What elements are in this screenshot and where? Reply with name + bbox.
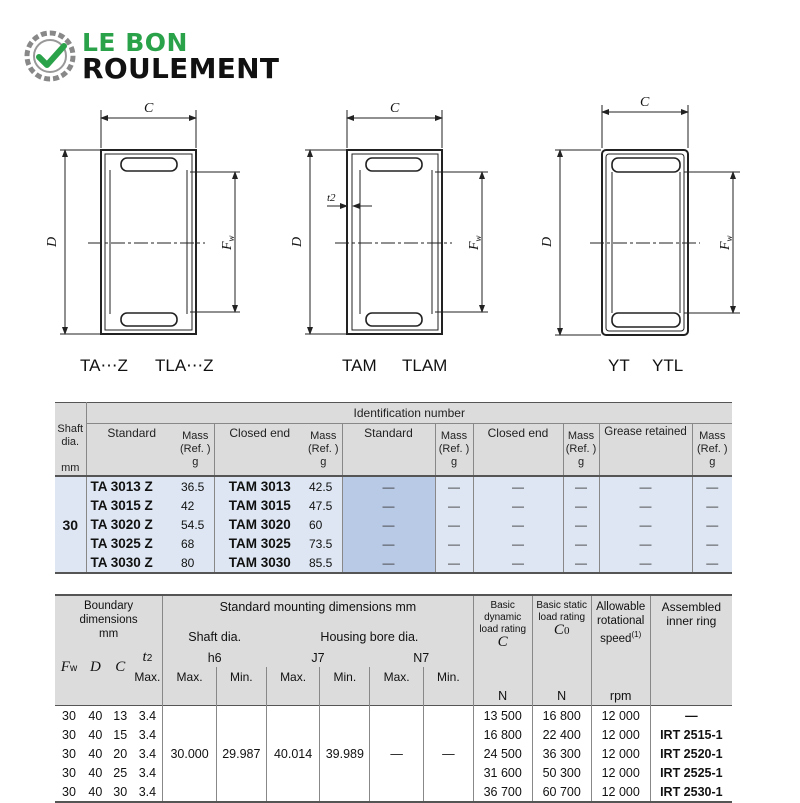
- dynamic-load-value: 36 700: [473, 782, 532, 802]
- inner-ring-value: IRT 2525-1: [650, 763, 732, 782]
- dynamic-load-value: 24 500: [473, 744, 532, 763]
- unit-n: N: [532, 686, 591, 706]
- empty-cell: —: [563, 515, 599, 534]
- mass-value: 80: [177, 553, 214, 573]
- closed-end-id: TAM 3030: [214, 553, 305, 573]
- empty-cell: —: [342, 476, 435, 496]
- empty-cell: —: [563, 496, 599, 515]
- col-mass: Mass (Ref. ) g: [692, 424, 732, 477]
- empty-cell: —: [435, 534, 473, 553]
- table-row: [55, 515, 732, 534]
- col-standard: Standard: [342, 424, 435, 477]
- fw-value: 30: [62, 727, 76, 742]
- empty-cell: —: [692, 496, 732, 515]
- drawing-tam: [305, 110, 488, 334]
- inner-ring-value: —: [650, 706, 732, 726]
- empty-cell: —: [473, 476, 563, 496]
- empty-cell: —: [342, 534, 435, 553]
- t2-value: 3.4: [138, 765, 157, 780]
- h6-max: Max.: [163, 667, 217, 686]
- mass-value: 42: [177, 496, 214, 515]
- dim-fw-label: $F_w$: [718, 235, 734, 250]
- static-load-value: 22 400: [532, 725, 591, 744]
- n7-label: N7: [413, 650, 430, 665]
- empty-cell: —: [599, 534, 692, 553]
- mounting-dims-header: Standard mounting dimensions mm: [163, 595, 474, 618]
- drawing-ta-z: [60, 110, 240, 334]
- d-value: 40: [88, 746, 103, 761]
- caption-yt: YT: [608, 356, 630, 375]
- empty-cell: —: [435, 496, 473, 515]
- dim-c-label: C: [144, 101, 154, 116]
- standard-id: TA 3025 Z: [86, 534, 177, 553]
- empty-cell: —: [342, 553, 435, 573]
- empty-cell: —: [599, 515, 692, 534]
- static-load-value: 16 800: [532, 706, 591, 726]
- bearing-drawings: [0, 90, 800, 390]
- shaft-max-value: 30.000: [163, 706, 217, 803]
- standard-id: TA 3015 Z: [86, 496, 177, 515]
- basic-dynamic-header: Basic dynamic load rating C: [473, 595, 532, 648]
- empty-cell: —: [692, 515, 732, 534]
- col-mass: Mass (Ref. ) g: [563, 424, 599, 477]
- static-load-value: 50 300: [532, 763, 591, 782]
- logo-line1: LE BON: [82, 28, 188, 57]
- empty-cell: —: [473, 553, 563, 573]
- static-load-value: 36 300: [532, 744, 591, 763]
- d-value: 40: [88, 727, 103, 742]
- dynamic-load-value: 13 500: [473, 706, 532, 726]
- inner-ring-value: IRT 2530-1: [650, 782, 732, 802]
- caption-tam: TAM: [342, 356, 377, 375]
- logo-line2: ROULEMENT: [82, 52, 280, 85]
- mass-value: 54.5: [177, 515, 214, 534]
- shaft-dia-value: 30: [55, 476, 86, 573]
- closed-end-id: TAM 3025: [214, 534, 305, 553]
- table-row: [55, 496, 732, 515]
- inner-ring-header: Assembled inner ring: [650, 595, 732, 648]
- dynamic-load-value: 31 600: [473, 763, 532, 782]
- dim-c-label: C: [390, 101, 400, 116]
- c-value: 25: [113, 765, 128, 780]
- col-d: D: [89, 658, 101, 675]
- h6-min: Min.: [216, 667, 266, 686]
- col-t2: t2: [142, 649, 153, 665]
- shaft-dia-header: Shaft dia. mm: [57, 423, 84, 474]
- standard-id: TA 3030 Z: [86, 553, 177, 573]
- mass-value: 36.5: [177, 476, 214, 496]
- empty-cell: —: [692, 476, 732, 496]
- dim-d-label: D: [540, 236, 555, 247]
- standard-id: TA 3020 Z: [86, 515, 177, 534]
- dim-c-label: C: [640, 95, 650, 110]
- col-standard: Standard: [86, 424, 177, 477]
- empty-cell: —: [563, 553, 599, 573]
- col-grease-retained: Grease retained: [599, 424, 692, 477]
- n7-max-value: —: [370, 706, 424, 803]
- caption-tla-z: TLA⋯Z: [155, 356, 214, 375]
- boundary-dims-header: Boundary dimensions mm: [79, 600, 138, 640]
- empty-cell: —: [692, 534, 732, 553]
- dim-fw-label: $F_w$: [220, 235, 236, 250]
- mass-value: 42.5: [305, 476, 342, 496]
- housing-bore-label: Housing bore dia.: [320, 630, 419, 645]
- col-mass: Mass (Ref. ) g: [435, 424, 473, 477]
- inner-ring-value: IRT 2515-1: [650, 725, 732, 744]
- allowable-speed-header: Allowable rotational speed$^{(1)}$: [591, 595, 650, 648]
- drawing-yt: [555, 105, 740, 335]
- col-mass: Mass (Ref. ) g: [179, 430, 211, 468]
- shaft-dia-label: Shaft dia.: [163, 618, 267, 648]
- col-fw: Fw: [60, 658, 78, 675]
- empty-cell: —: [563, 476, 599, 496]
- unit-n: N: [473, 686, 532, 706]
- empty-cell: —: [342, 515, 435, 534]
- caption-ta-z: TA⋯Z: [80, 356, 128, 375]
- fw-value: 30: [62, 784, 76, 799]
- empty-cell: —: [342, 496, 435, 515]
- dimensions-table: [55, 594, 732, 803]
- d-value: 40: [88, 784, 103, 799]
- c-value: 15: [113, 727, 128, 742]
- d-value: 40: [88, 708, 103, 723]
- identification-number-title: Identification number: [86, 403, 732, 424]
- h6-label: h6: [163, 648, 267, 667]
- dim-t2-label: t2: [327, 192, 336, 204]
- check-gear-icon: [24, 30, 76, 82]
- table-row: [55, 553, 732, 573]
- t2-value: 3.4: [138, 746, 157, 761]
- col-closed-end: Closed end: [473, 424, 563, 477]
- closed-end-id: TAM 3013: [214, 476, 305, 496]
- j7-max-value: 40.014: [266, 706, 320, 803]
- speed-value: 12 000: [591, 706, 650, 726]
- inner-ring-value: IRT 2520-1: [650, 744, 732, 763]
- c-value: 30: [113, 784, 128, 799]
- table-row: [55, 476, 732, 496]
- fw-value: 30: [62, 746, 76, 761]
- col-mass: Mass (Ref. ) g: [307, 430, 339, 468]
- n7-min: Min.: [424, 667, 474, 686]
- caption-tlam: TLAM: [402, 356, 448, 375]
- speed-value: 12 000: [591, 763, 650, 782]
- closed-end-id: TAM 3020: [214, 515, 305, 534]
- empty-cell: —: [473, 496, 563, 515]
- speed-value: 12 000: [591, 725, 650, 744]
- empty-cell: —: [563, 534, 599, 553]
- speed-value: 12 000: [591, 782, 650, 802]
- dim-fw-label: $F_w$: [467, 235, 483, 250]
- j7-label: J7: [311, 650, 325, 665]
- empty-cell: —: [435, 553, 473, 573]
- mass-value: 85.5: [305, 553, 342, 573]
- t2-value: 3.4: [138, 784, 157, 799]
- mass-value: 68: [177, 534, 214, 553]
- speed-value: 12 000: [591, 744, 650, 763]
- basic-static-header: Basic static load rating C0: [532, 595, 591, 648]
- empty-cell: —: [473, 515, 563, 534]
- mass-value: 47.5: [305, 496, 342, 515]
- closed-end-id: TAM 3015: [214, 496, 305, 515]
- identification-table: [55, 402, 732, 574]
- t2-value: 3.4: [138, 727, 157, 742]
- d-value: 40: [88, 765, 103, 780]
- j7-min-value: 39.989: [320, 706, 370, 803]
- dim-d-label: D: [45, 236, 60, 247]
- empty-cell: —: [692, 553, 732, 573]
- static-load-value: 60 700: [532, 782, 591, 802]
- j7-min: Min.: [320, 667, 370, 686]
- unit-rpm: rpm: [591, 686, 650, 706]
- fw-value: 30: [62, 708, 76, 723]
- empty-cell: —: [599, 496, 692, 515]
- table-row: [55, 706, 732, 726]
- dynamic-load-value: 16 800: [473, 725, 532, 744]
- empty-cell: —: [435, 476, 473, 496]
- j7-max: Max.: [266, 667, 320, 686]
- shaft-min-value: 29.987: [216, 706, 266, 803]
- t2-value: 3.4: [138, 708, 157, 723]
- empty-cell: —: [435, 515, 473, 534]
- caption-ytl: YTL: [652, 356, 684, 375]
- mass-value: 60: [305, 515, 342, 534]
- t2-max: Max.: [134, 669, 161, 684]
- c-value: 13: [113, 708, 128, 723]
- empty-cell: —: [473, 534, 563, 553]
- col-c: C: [115, 658, 126, 675]
- c-value: 20: [113, 746, 128, 761]
- dim-d-label: D: [290, 236, 305, 247]
- fw-value: 30: [62, 765, 76, 780]
- empty-cell: —: [599, 476, 692, 496]
- brand-logo: [24, 28, 304, 88]
- col-closed-end: Closed end: [214, 424, 305, 477]
- table-row: [55, 534, 732, 553]
- mass-value: 73.5: [305, 534, 342, 553]
- n7-min-value: —: [424, 706, 474, 803]
- n7-max: Max.: [370, 667, 424, 686]
- empty-cell: —: [599, 553, 692, 573]
- standard-id: TA 3013 Z: [86, 476, 177, 496]
